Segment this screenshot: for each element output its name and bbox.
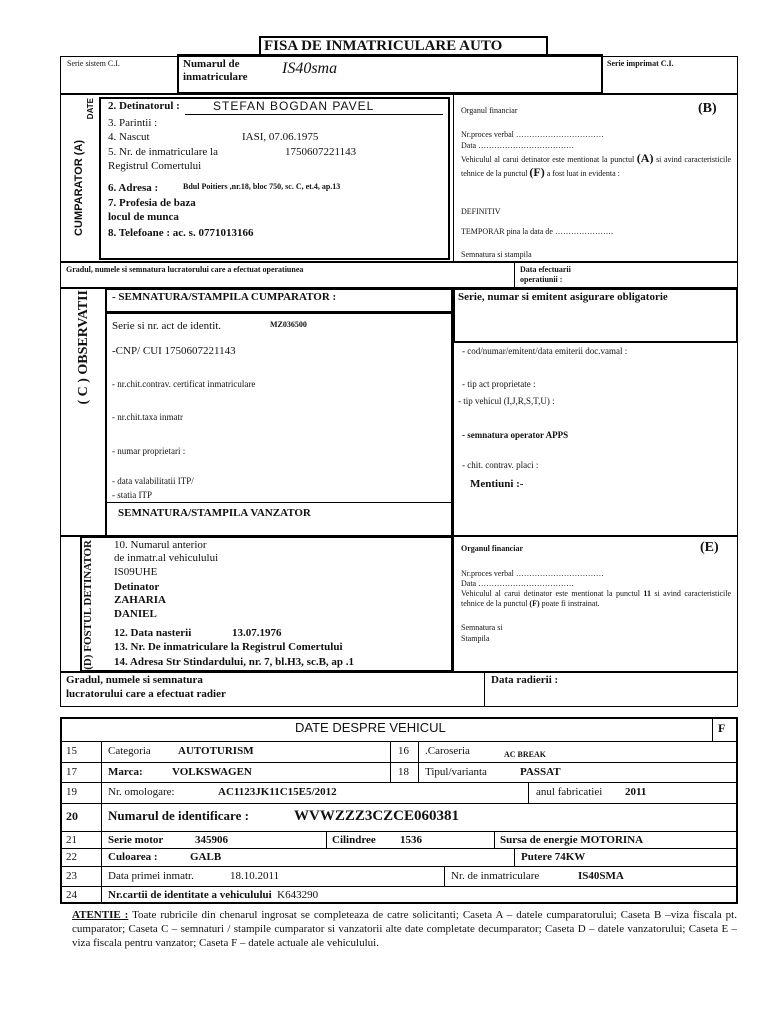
r22-num: 22 [66, 851, 77, 863]
radier-right: Data radierii : [491, 674, 559, 686]
nascut-value: IASI, 07.06.1975 [242, 131, 319, 143]
semn-vanzator-box [105, 502, 453, 503]
serie-sistem-label: Serie sistem C.I. [67, 59, 120, 68]
categoria-label: Categoria [108, 745, 151, 757]
detinator-label: 2. Detinatorul : [108, 100, 180, 112]
semnatura-e-2: Stampila [461, 634, 490, 643]
omologare-value: AC1123JK11C15E5/2012 [218, 786, 337, 798]
gradul-right: Data efectuarii operatiunii : [520, 265, 571, 284]
chit-taxa-label: - nr.chit.taxa inmatr [112, 412, 183, 422]
temporar-label: TEMPORAR pina la data de …………………. [461, 227, 613, 236]
cod-vamal-label: - cod/numar/emitent/data emiterii doc.vamal : [462, 346, 628, 356]
itp-label-1: - data valabilitatii ITP/ [112, 476, 194, 486]
an-fabricatie-label: anul fabricatiei [536, 786, 603, 798]
semnatura-b: Semnatura si stampila [461, 250, 532, 259]
culoare-label: Culoarea : [108, 851, 158, 863]
organul-e-label: Organul financiar [461, 544, 524, 553]
cartii-value: K643290 [277, 889, 319, 901]
r19-num: 19 [66, 786, 77, 798]
section-c-side-label: ( C ) OBSERVATII [76, 290, 91, 405]
detinator-underline-box [185, 114, 443, 115]
r17-num: 17 [66, 766, 77, 778]
semn-cumparator-label: - SEMNATURA/STAMPILA CUMPARATOR : [112, 291, 337, 303]
tipul-label: Tipul/varianta [425, 766, 487, 778]
itp-label-2: - statia ITP [112, 490, 152, 500]
semn-vanzator-label: SEMNATURA/STAMPILA VANZATOR [118, 507, 311, 519]
fost-detinator-value-2: DANIEL [114, 608, 157, 620]
cilindree-value: 1536 [400, 834, 422, 846]
cilindree-label: Cilindree [332, 834, 376, 846]
profesia-label-2: locul de munca [108, 211, 179, 223]
tip-act-label: - tip act proprietate : [462, 379, 536, 389]
numar-inmatriculare-value: IS40sma [282, 60, 338, 77]
semn-operator-label: - semnatura operator APPS [462, 430, 569, 440]
r21-num: 21 [66, 834, 77, 846]
profesia-label-1: 7. Profesia de baza [108, 197, 196, 209]
cartii-label: Nr.cartii de identitate a vehiculului [108, 889, 272, 901]
proces-verbal-e: Nr.proces verbal …………………………… [461, 569, 604, 578]
atentie-label: ATENTIE : [72, 909, 129, 921]
adresa-d [114, 656, 354, 669]
text-b: Vehiculul al carui detinator este mentionat la punctul (A) si avind caracteristicile tehnice de la punctul (F) a fost luat in evidenta : [461, 151, 731, 179]
semnatura-e-1: Semnatura si [461, 623, 503, 632]
proces-verbal-b: Nr.proces verbal …………………………… [461, 130, 604, 139]
data-primei-value: 18.10.2011 [230, 870, 280, 882]
nr-inm-value: IS40SMA [578, 870, 624, 882]
date-side-label: DATE [86, 98, 95, 120]
reg-value: 1750607221143 [285, 146, 357, 158]
data-primei-label: Data primei inmatr. [108, 870, 194, 882]
categoria-value: AUTOTURISM [178, 745, 254, 757]
fost-detinator-value-1: ZAHARIA [114, 594, 166, 606]
r18-num: 18 [398, 766, 409, 778]
gradul-left: Gradul, numele si semnatura lucratorului care a efectuat operatiunea [66, 265, 304, 274]
section-d-side-label: (D) FOSTUL DETINATOR [82, 540, 94, 670]
identificare-label: Numarul de identificare : [108, 808, 249, 823]
asigurare-label: Serie, numar si emitent asigurare obligatorie [458, 291, 668, 303]
tipul-value: PASSAT [520, 766, 561, 778]
data-e: Data ……………………………… [461, 579, 575, 588]
data-nasterii-label: 12. Data nasterii [114, 627, 192, 639]
nr-anterior-value: IS09UHE [114, 566, 158, 578]
mentiuni-label: Mentiuni :- [470, 478, 524, 490]
organul-b-label: Organul financiar [461, 106, 518, 115]
marca-value: VOLKSWAGEN [172, 766, 252, 778]
nr-anterior-label-2: de inmatr.al vehiculului [114, 552, 219, 564]
section-b-letter: (B) [698, 101, 717, 116]
act-identitate-label: Serie si nr. act de identit. [112, 320, 222, 332]
section-e-letter: (E) [700, 540, 719, 555]
r24-num: 24 [66, 889, 77, 901]
serie-imprimat-label: Serie imprimat C.I. [607, 59, 674, 68]
data-b: Data ……………………………… [461, 141, 575, 150]
act-identitate-value: MZ036500 [270, 320, 307, 329]
nr-anterior-label-1: 10. Numarul anterior [114, 539, 207, 551]
data-nasterii-value: 13.07.1976 [232, 627, 282, 639]
serie-motor-label: Serie motor [108, 834, 164, 846]
telefoane-label: 8. Telefoane : ac. s. 0771013166 [108, 227, 254, 239]
reg-label-1: 5. Nr. de inmatriculare la [108, 146, 218, 158]
footer-atentie [72, 908, 737, 950]
definitiv-label: DEFINITIV [461, 207, 501, 216]
culoare-value: GALB [190, 851, 222, 863]
detinator-value: STEFAN BOGDAN PAVEL [213, 99, 375, 113]
numar-proprietari-label: - numar proprietari : [112, 446, 186, 456]
section-a-side-label: CUMPARATOR (A) [73, 140, 85, 236]
cartii-identitate [108, 889, 318, 902]
nascut-label: 4. Nascut [108, 131, 150, 143]
serie-motor-value: 345906 [195, 834, 228, 846]
radier-left-2: lucratorului care a efectuat radier [66, 688, 226, 700]
putere: Putere 74KW [521, 851, 586, 863]
vehicle-header: DATE DESPRE VEHICUL [295, 720, 446, 735]
omologare-label: Nr. omologare: [108, 786, 175, 798]
cnp-label: -CNP/ CUI 1750607221143 [112, 345, 236, 357]
parinti-label: 3. Parintii : [108, 117, 158, 129]
an-fabricatie-value: 2011 [625, 786, 647, 798]
adresa-value: Bdul Poitiers ,nr.18, bloc 750, sc. C, et.4, ap.13 [183, 182, 341, 191]
marca-label: Marca: [108, 766, 143, 778]
text-e: Vehiculul al carui detinator este mentionat la punctul 11 si avind caracteristicile tehnice de la punctul (F) poate fi instrainat. [461, 589, 731, 608]
sursa-energie: Sursa de energie MOTORINA [500, 834, 644, 846]
reg-label-2: Registrul Comertului [108, 160, 202, 172]
adresa-d-value: Str Stindardului, nr. 7, bl.H3, sc.B, ap .1 [166, 656, 355, 668]
r15-num: 15 [66, 745, 77, 757]
registru-d-label: 13. Nr. De inmatriculare la Registrul Comertului [114, 641, 343, 653]
atentie-text: Toate rubricile din chenarul ingrosat se completeaza de catre solicitanti; Caseta A – datele cumparatorului; Caseta B –viza fiscala pt. cumparator; Caseta C – semnaturi / stampile cumparator si vanzatorii alte date completate decumparator; Caseta D – datele vanzatorului; Caseta E – viza fiscala pentru vanzator; Caseta F – datele actuale ale vehiculului. [72, 909, 737, 949]
form-title: FISA DE INMATRICULARE AUTO [264, 38, 503, 54]
radier-left-1: Gradul, numele si semnatura [66, 674, 203, 686]
r16-num: 16 [398, 745, 409, 757]
numar-inmatriculare-label: Numarul de inmatriculare [183, 58, 248, 83]
r23-num: 23 [66, 870, 77, 882]
tip-vehicul-label: - tip vehicul (I,J,R,S,T,U) : [458, 396, 555, 406]
chit-cert-label: - nr.chit.contrav. certificat inmatriculare [112, 379, 256, 389]
adresa-label: 6. Adresa : [108, 182, 159, 194]
vehicle-f-letter: F [718, 721, 726, 735]
fost-detinator-label: Detinator [114, 581, 160, 593]
caroseria-label: .Caroseria [425, 745, 470, 757]
adresa-d-label: 14. Adresa [114, 656, 164, 668]
nr-inm-label: Nr. de inmatriculare [451, 870, 540, 882]
caroseria-value: AC BREAK [504, 750, 547, 759]
r20-num: 20 [66, 809, 78, 823]
identificare-value: WVWZZZ3CZCE060381 [294, 808, 460, 824]
chit-placi-label: - chit. contrav. placi : [462, 460, 539, 470]
